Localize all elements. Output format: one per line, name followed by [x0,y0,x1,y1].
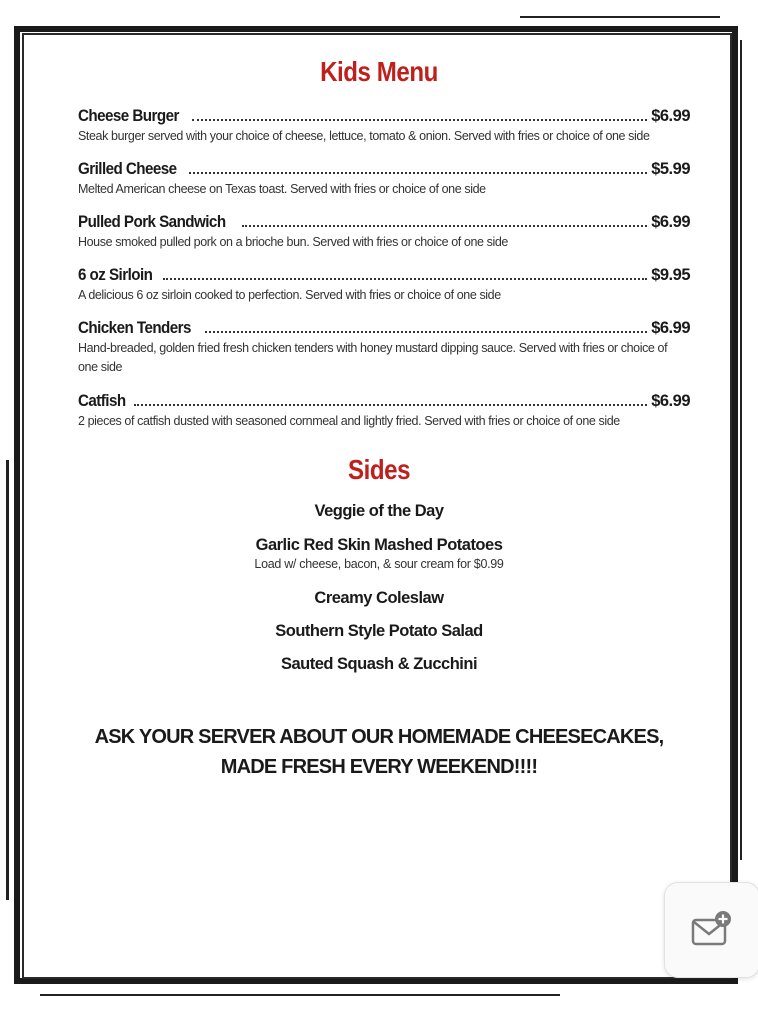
side-item [0,589,758,608]
dot-leader [134,404,647,406]
item-price: $9.95 [651,266,690,284]
side-item [0,502,758,521]
item-description: 2 pieces of catfish dusted with seasoned cornmeal and lightly fried. Served with fries or choice of one side [78,414,620,428]
cheesecake-notice: ASK YOUR SERVER ABOUT OUR HOMEMADE CHEESECAKES, MADE FRESH EVERY WEEKEND!!!! [94,726,664,778]
item-description: House smoked pulled pork on a brioche bun. Served with fries or choice of one side [78,235,508,249]
dot-leader [205,331,647,333]
dot-leader [242,225,647,227]
border-stroke [740,40,742,860]
dot-leader [163,278,647,280]
side-name: Southern Style Potato Salad [275,622,483,640]
menu-item [78,389,690,431]
side-name: Sauted Squash & Zucchini [280,655,478,673]
item-name: Grilled Cheese [78,160,177,178]
kids-menu-title: Kids Menu [320,56,438,87]
item-name: Pulled Pork Sandwich [78,213,226,231]
side-item [0,622,758,641]
item-price: $5.99 [651,160,690,178]
item-price: $6.99 [651,107,690,125]
add-mail-button[interactable] [664,882,758,978]
border-stroke [520,16,720,18]
border-stroke [40,994,560,996]
item-name: Cheese Burger [78,107,179,125]
side-name: Garlic Red Skin Mashed Potatoes [255,536,503,554]
menu-item [78,316,690,377]
item-description: Hand-breaded, golden fried fresh chicken tenders with honey mustard dipping sauce. Served with fries or choice of one side [78,341,668,374]
item-name: Chicken Tenders [78,319,191,337]
menu-item [78,210,690,252]
item-price: $6.99 [651,392,690,410]
dot-leader [192,119,648,121]
side-item [0,655,758,674]
item-description: Melted American cheese on Texas toast. Served with fries or choice of one side [78,182,486,196]
item-description: A delicious 6 oz sirloin cooked to perfection. Served with fries or choice of one side [78,288,501,302]
menu-item [78,104,690,146]
item-name: 6 oz Sirloin [78,266,153,284]
menu-item [78,157,690,199]
mail-add-icon [690,910,734,950]
side-item [0,536,758,571]
side-note: Load w/ cheese, bacon, & sour cream for $0.99 [254,557,504,571]
menu-item [78,263,690,305]
item-price: $6.99 [651,319,690,337]
border-stroke [6,460,9,900]
item-price: $6.99 [651,213,690,231]
item-description: Steak burger served with your choice of cheese, lettuce, tomato & onion. Served with fries or choice of one side [78,129,650,143]
side-name: Creamy Coleslaw [314,589,444,607]
side-name: Veggie of the Day [314,502,444,520]
sides-title: Sides [347,454,411,485]
item-name: Catfish [78,392,126,410]
dot-leader [189,172,647,174]
